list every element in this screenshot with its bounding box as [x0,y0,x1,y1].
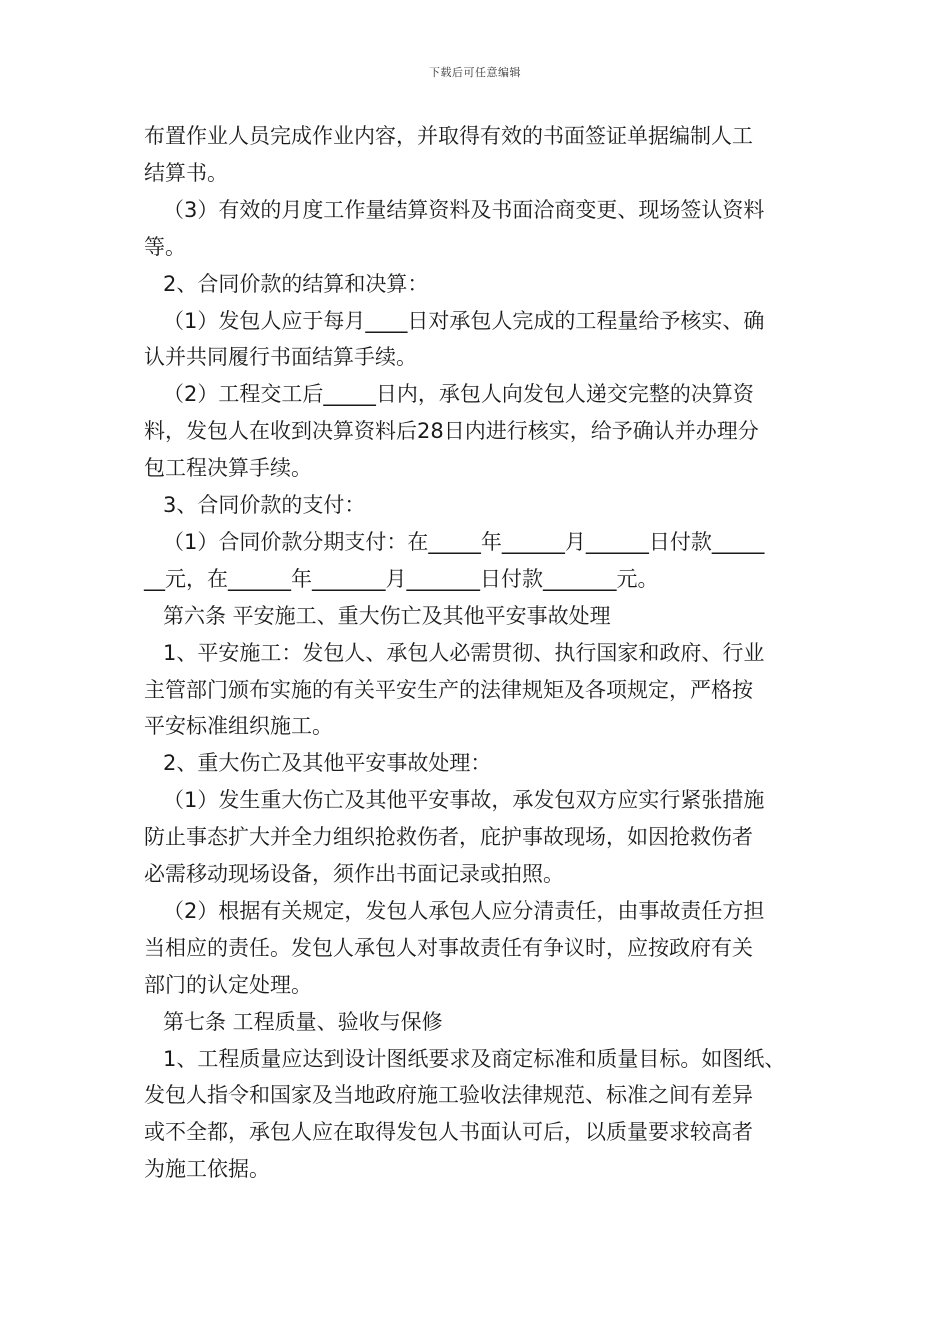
text-line: 1、工程质量应达到设计图纸要求及商定标准和质量目标。如图纸、 [163,1046,786,1071]
text-line: 平安标准组织施工。 [144,714,333,739]
text-line: （2）根据有关规定，发包人承包人应分清责任，由事故责任方担 [163,898,765,923]
text-line: 或不全都，承包人应在取得发包人书面认可后，以质量要求较高者 [144,1120,753,1145]
text-line: （2）工程交工后_____日内，承包人向发包人递交完整的决算资 [163,382,754,407]
text-line: 当相应的责任。发包人承包人对事故责任有争议时，应按政府有关 [144,935,753,960]
text-line: 1、平安施工：发包人、承包人必需贯彻、执行国家和政府、行业 [163,640,765,665]
text-line: 主管部门颁布实施的有关平安生产的法律规矩及各项规定，严格按 [144,677,753,702]
text-line: （1）发生重大伤亡及其他平安事故，承发包双方应实行紧张措施 [163,788,765,813]
text-line: 第七条 工程质量、验收与保修 [163,1009,443,1034]
text-line: __元，在______年_______月_______日付款_______元。 [144,566,659,591]
text-line: （1）发包人应于每月____日对承包人完成的工程量给予核实、确 [163,308,765,333]
text-line: （1）合同价款分期支付：在_____年______月______日付款_____ [163,529,765,554]
text-line: 3、合同价款的支付： [163,493,366,517]
text-line: 等。 [144,234,186,259]
text-line: 第六条 平安施工、重大伤亡及其他平安事故处理 [163,603,611,628]
text-line: 认并共同履行书面结算手续。 [144,345,417,370]
text-line: （3）有效的月度工作量结算资料及书面洽商变更、现场签认资料 [163,197,765,222]
text-line: 包工程决算手续。 [144,456,312,481]
text-line: 料，发包人在收到决算资料后28日内进行核实，给予确认并办理分 [144,419,759,444]
text-line: 结算书。 [144,160,228,185]
text-line: 布置作业人员完成作业内容，并取得有效的书面签证单据编制人工 [144,124,753,148]
text-line: 为施工依据。 [144,1157,270,1182]
text-line: 2、重大伤亡及其他平安事故处理： [163,751,492,776]
text-line: 必需移动现场设备，须作出书面记录或拍照。 [144,862,564,886]
text-line: 2、合同价款的结算和决算： [163,271,429,296]
text-line: 防止事态扩大并全力组织抢救伤者，庇护事故现场，如因抢救伤者 [144,825,753,850]
text-line: 发包人指令和国家及当地政府施工验收法律规范、标准之间有差异 [144,1083,753,1108]
page-header: 下载后可任意编辑 [429,66,521,79]
text-line: 部门的认定处理。 [144,972,312,997]
